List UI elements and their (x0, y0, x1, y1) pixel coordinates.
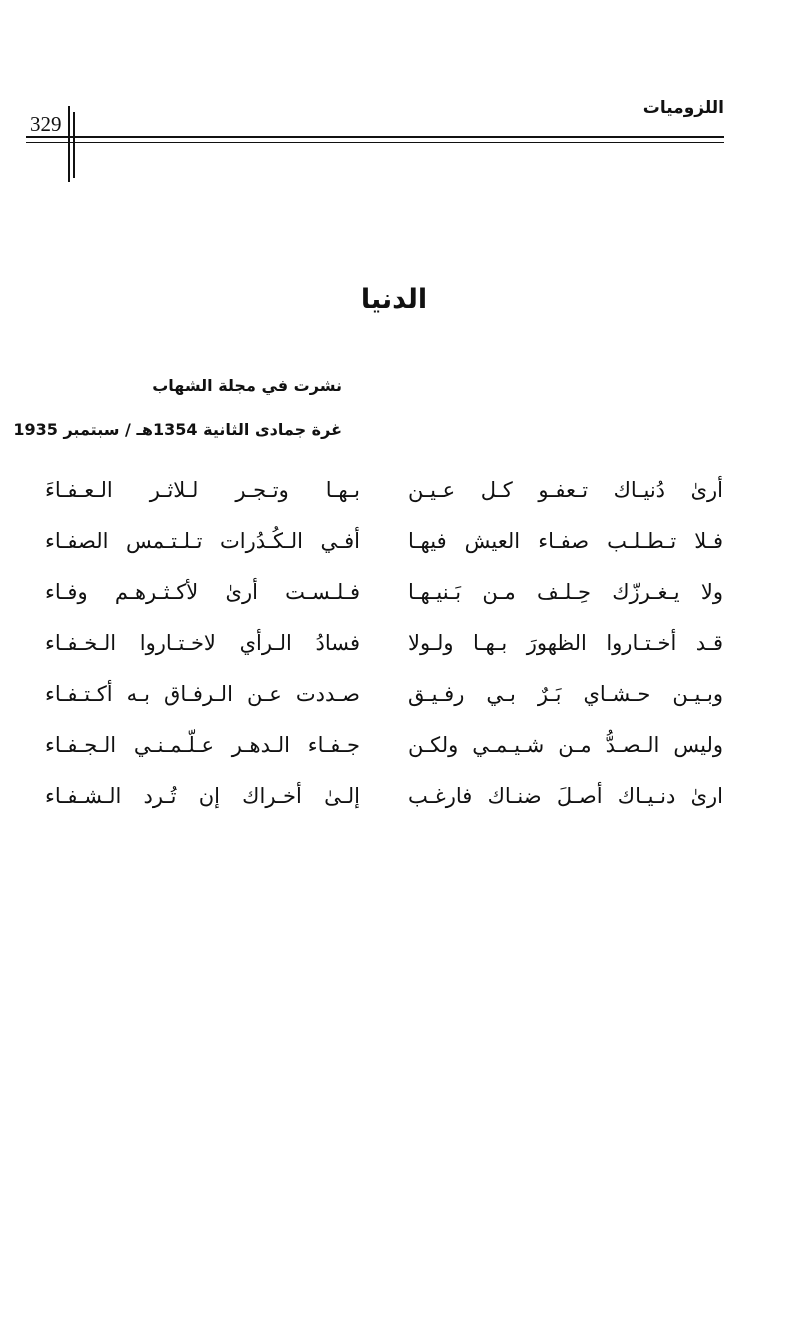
verse-second-hemistich: إلـىٰ أخـراك إن تُـرد الـشـفـاء (45, 784, 360, 808)
verse-first-hemistich: وليس الـصـدُّ مـن شـيـمـي ولكـن (408, 733, 723, 757)
verse-first-hemistich: قـد أخـتـاروا الظهورَ بـهـا ولـولا (408, 631, 723, 655)
verse-second-hemistich: صـددت عـن الـرفـاق بـه أكـتـفـاء (45, 682, 360, 706)
date-note: غرة جمادى الثانية 1354هـ / سبتمبر 1935 (13, 420, 342, 439)
verse-second-hemistich: أفـي الـكُـدُرات تـلـتـمس الصفـاء (45, 529, 360, 553)
verse-second-hemistich: فسادُ الـرأي لاخـتـاروا الـخـفـاء (45, 631, 360, 655)
poem-title: الدنيا (360, 284, 428, 315)
page-number: 329 (30, 112, 62, 136)
verse-first-hemistich: فـلا تـطـلـب صفـاء العيش فيهـا (408, 529, 723, 553)
verse (0, 574, 788, 625)
verse (0, 778, 788, 829)
poem-verses (0, 472, 788, 829)
header-vertical-rule-inner (73, 112, 75, 178)
verse (0, 472, 788, 523)
verse-first-hemistich: أرىٰ دُنيـاك تـعفـو كـل عـيـن (408, 478, 723, 502)
publication-note: نشرت في مجلة الشهاب (152, 376, 342, 395)
verse-first-hemistich: وبـيـن حـشـاي بَـرٌ بـي رفـيـق (408, 682, 723, 706)
verse-first-hemistich: ولا يـغـرزّك حِـلـف مـن بَـنيـهـا (408, 580, 723, 604)
verse (0, 727, 788, 778)
running-head: اللزوميات (642, 98, 724, 118)
verse (0, 676, 788, 727)
header-vertical-rule (68, 106, 70, 182)
verse (0, 523, 788, 574)
verse-second-hemistich: بـهـا وتـجـر لـلاثـر الـعـفـاءَ (45, 478, 360, 502)
verse-second-hemistich: جـفـاء الـدهـر عـلّـمـنـي الـجـفـاء (45, 733, 360, 757)
verse-second-hemistich: فـلـسـت أرىٰ لأكـثـرهـم وفـاء (45, 580, 360, 604)
header-rule-top (26, 136, 724, 138)
header-rule-bottom (26, 142, 724, 143)
verse (0, 625, 788, 676)
verse-first-hemistich: ارىٰ دنـيـاك أصـلَ ضنـاك فارغـب (408, 784, 723, 808)
